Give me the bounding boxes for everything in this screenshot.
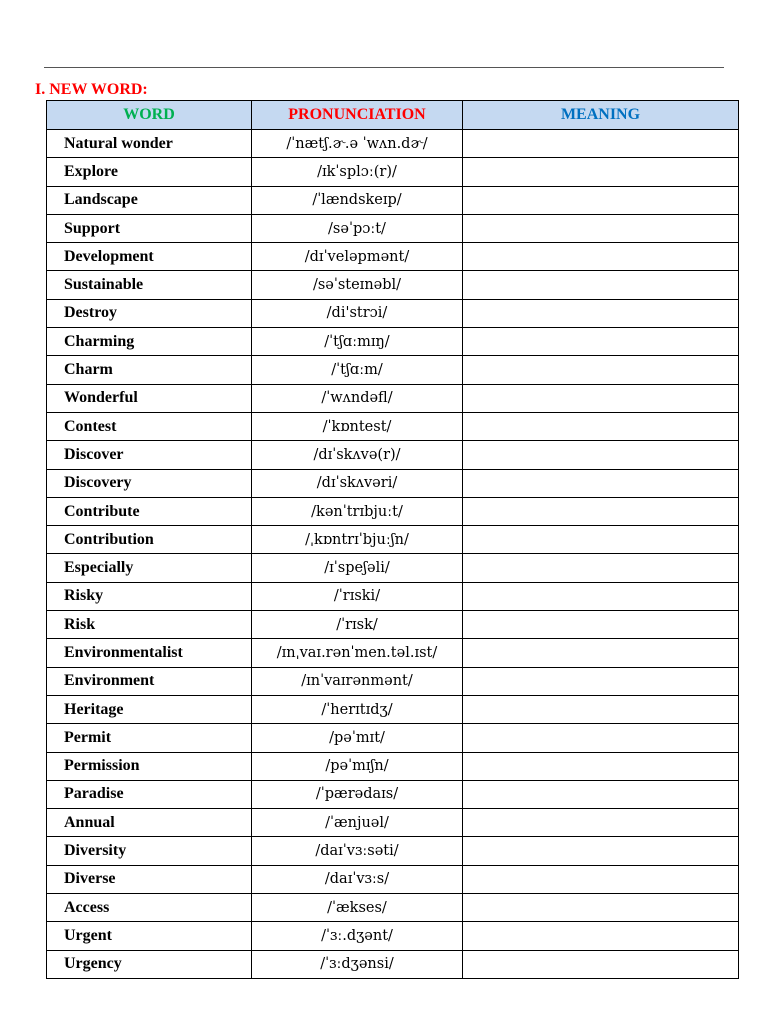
word-cell: Diversity — [47, 837, 252, 865]
word-cell: Environment — [47, 667, 252, 695]
pronunciation-cell: /ˈtʃɑːmɪŋ/ — [252, 328, 463, 356]
meaning-cell[interactable] — [463, 526, 739, 554]
meaning-cell[interactable] — [463, 243, 739, 271]
word-cell: Annual — [47, 809, 252, 837]
word-cell: Discover — [47, 441, 252, 469]
pronunciation-cell: /ˈɜː.dʒənt/ — [252, 922, 463, 950]
meaning-cell[interactable] — [463, 950, 739, 978]
word-cell: Paradise — [47, 780, 252, 808]
table-row — [47, 130, 739, 158]
pronunciation-cell: /səˈsteɪnəbl/ — [252, 271, 463, 299]
table-row — [47, 384, 739, 412]
pronunciation-cell: /səˈpɔːt/ — [252, 214, 463, 242]
word-cell: Wonderful — [47, 384, 252, 412]
meaning-cell[interactable] — [463, 554, 739, 582]
meaning-cell[interactable] — [463, 356, 739, 384]
table-row — [47, 554, 739, 582]
word-cell: Landscape — [47, 186, 252, 214]
table-row — [47, 271, 739, 299]
table-row — [47, 412, 739, 440]
word-cell: Risk — [47, 611, 252, 639]
word-cell: Environmentalist — [47, 639, 252, 667]
table-row — [47, 356, 739, 384]
table-row — [47, 328, 739, 356]
meaning-cell[interactable] — [463, 158, 739, 186]
meaning-cell[interactable] — [463, 865, 739, 893]
meaning-cell[interactable] — [463, 809, 739, 837]
table-row — [47, 158, 739, 186]
word-cell: Destroy — [47, 299, 252, 327]
section-heading: I. NEW WORD: — [35, 81, 148, 98]
meaning-cell[interactable] — [463, 894, 739, 922]
meaning-cell[interactable] — [463, 639, 739, 667]
table-row — [47, 950, 739, 978]
pronunciation-cell: /daɪˈvɜːsəti/ — [252, 837, 463, 865]
meaning-cell[interactable] — [463, 214, 739, 242]
pronunciation-cell: /pəˈmɪt/ — [252, 724, 463, 752]
pronunciation-cell: /dɪˈskʌvəri/ — [252, 469, 463, 497]
table-row — [47, 752, 739, 780]
meaning-cell[interactable] — [463, 497, 739, 525]
table-row — [47, 611, 739, 639]
word-cell: Discovery — [47, 469, 252, 497]
table-row — [47, 582, 739, 610]
word-cell: Diverse — [47, 865, 252, 893]
word-cell: Permit — [47, 724, 252, 752]
table-row — [47, 837, 739, 865]
pronunciation-cell: /ˈkɒntest/ — [252, 412, 463, 440]
meaning-cell[interactable] — [463, 752, 739, 780]
table-row — [47, 299, 739, 327]
table-row — [47, 667, 739, 695]
word-cell: Access — [47, 894, 252, 922]
pronunciation-cell: /ˈherɪtɪdʒ/ — [252, 695, 463, 723]
vocabulary-table — [46, 100, 739, 979]
table-row — [47, 214, 739, 242]
table-row — [47, 497, 739, 525]
meaning-cell[interactable] — [463, 469, 739, 497]
meaning-cell[interactable] — [463, 412, 739, 440]
meaning-cell[interactable] — [463, 582, 739, 610]
word-cell: Urgent — [47, 922, 252, 950]
pronunciation-cell: /ɪnˌvaɪ.rənˈmen.təl.ɪst/ — [252, 639, 463, 667]
table-row — [47, 809, 739, 837]
word-cell: Charming — [47, 328, 252, 356]
word-column-header: WORD — [47, 101, 252, 130]
table-row — [47, 639, 739, 667]
table-row — [47, 695, 739, 723]
word-cell: Support — [47, 214, 252, 242]
pronunciation-cell: /ˈwʌndəfl/ — [252, 384, 463, 412]
meaning-cell[interactable] — [463, 299, 739, 327]
pronunciation-cell: /ɪˈspeʃəli/ — [252, 554, 463, 582]
pronunciation-cell: /ˈrɪski/ — [252, 582, 463, 610]
word-cell: Heritage — [47, 695, 252, 723]
meaning-cell[interactable] — [463, 328, 739, 356]
table-row — [47, 894, 739, 922]
word-cell: Risky — [47, 582, 252, 610]
word-cell: Contest — [47, 412, 252, 440]
word-cell: Charm — [47, 356, 252, 384]
pronunciation-cell: /ɪkˈsplɔː(r)/ — [252, 158, 463, 186]
pronunciation-cell: /ˈtʃɑːm/ — [252, 356, 463, 384]
vocabulary-table-body — [47, 130, 739, 979]
word-cell: Permission — [47, 752, 252, 780]
word-cell: Development — [47, 243, 252, 271]
meaning-cell[interactable] — [463, 695, 739, 723]
meaning-cell[interactable] — [463, 186, 739, 214]
pronunciation-cell: /kənˈtrɪbjuːt/ — [252, 497, 463, 525]
word-cell: Natural wonder — [47, 130, 252, 158]
meaning-cell[interactable] — [463, 780, 739, 808]
pronunciation-cell: /ɪnˈvaɪrənmənt/ — [252, 667, 463, 695]
word-cell: Especially — [47, 554, 252, 582]
pronunciation-cell: /di'strɔi/ — [252, 299, 463, 327]
table-row — [47, 243, 739, 271]
pronunciation-column-header: PRONUNCIATION — [252, 101, 463, 130]
pronunciation-cell: /ˈpærədaɪs/ — [252, 780, 463, 808]
pronunciation-cell: /ˈrɪsk/ — [252, 611, 463, 639]
meaning-cell[interactable] — [463, 667, 739, 695]
table-row — [47, 186, 739, 214]
meaning-cell[interactable] — [463, 441, 739, 469]
pronunciation-cell: /ˌkɒntrɪˈbjuːʃn/ — [252, 526, 463, 554]
word-cell: Urgency — [47, 950, 252, 978]
word-cell: Contribution — [47, 526, 252, 554]
table-row — [47, 780, 739, 808]
meaning-cell[interactable] — [463, 130, 739, 158]
table-row — [47, 865, 739, 893]
pronunciation-cell: /ˈnætʃ.ɚ.ə ˈwʌn.dɚ/ — [252, 130, 463, 158]
meaning-cell[interactable] — [463, 837, 739, 865]
pronunciation-cell: /ˈænjuəl/ — [252, 809, 463, 837]
pronunciation-cell: /dɪˈveləpmənt/ — [252, 243, 463, 271]
meaning-cell[interactable] — [463, 724, 739, 752]
table-row — [47, 526, 739, 554]
pronunciation-cell: /ˈlændskeɪp/ — [252, 186, 463, 214]
table-row — [47, 441, 739, 469]
pronunciation-cell: /ˈækses/ — [252, 894, 463, 922]
meaning-cell[interactable] — [463, 271, 739, 299]
pronunciation-cell: /pəˈmɪʃn/ — [252, 752, 463, 780]
meaning-cell[interactable] — [463, 922, 739, 950]
table-row — [47, 469, 739, 497]
word-cell: Explore — [47, 158, 252, 186]
table-row — [47, 922, 739, 950]
table-header-row — [47, 101, 739, 130]
pronunciation-cell: /ˈɜːdʒənsi/ — [252, 950, 463, 978]
meaning-column-header: MEANING — [463, 101, 739, 130]
meaning-cell[interactable] — [463, 384, 739, 412]
meaning-cell[interactable] — [463, 611, 739, 639]
pronunciation-cell: /daɪˈvɜːs/ — [252, 865, 463, 893]
word-cell: Sustainable — [47, 271, 252, 299]
table-row — [47, 724, 739, 752]
top-divider — [44, 67, 724, 68]
word-cell: Contribute — [47, 497, 252, 525]
pronunciation-cell: /dɪˈskʌvə(r)/ — [252, 441, 463, 469]
